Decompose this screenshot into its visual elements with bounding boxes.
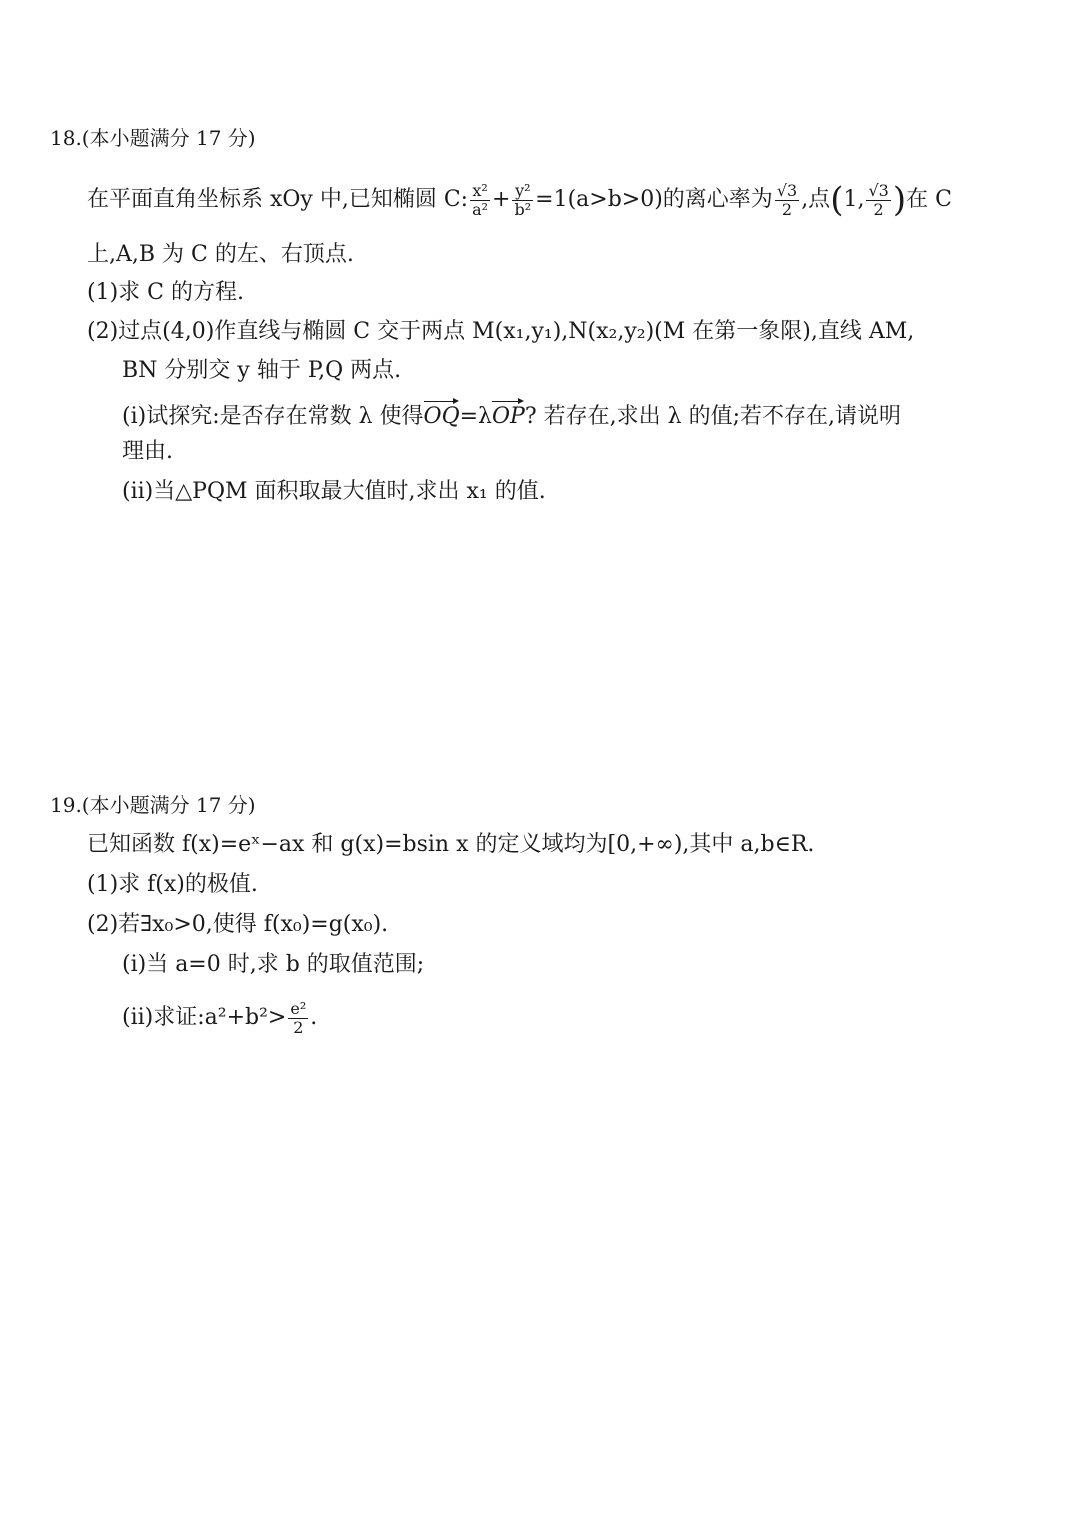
q19-sub-2-period: . <box>310 1005 318 1030</box>
q18-intro <box>87 180 952 220</box>
q18-intro-text-a: 在平面直角坐标系 xOy 中,已知椭圆 C: <box>87 187 469 212</box>
frac-x-numerator: x² <box>470 183 490 201</box>
frac-y2-over-b2 <box>512 180 533 219</box>
q18-sub-1-text-b: ? 若存在,求出 λ 的值;若不存在,请说明 <box>524 404 901 429</box>
point-x: 1, <box>843 187 865 212</box>
plus-sign: + <box>492 187 511 212</box>
q18-sub-1-cont: 理由. <box>122 439 173 464</box>
q19-sub-1: (ⅰ)当 a=0 时,求 b 的取值范围; <box>122 952 425 977</box>
frac-point-y <box>866 180 890 219</box>
q19-intro: 已知函数 f(x)=eˣ−ax 和 g(x)=bsin x 的定义域均为[0,+∞),其中 a,b∈R. <box>87 832 815 857</box>
q18-part-1: (1)求 C 的方程. <box>87 280 244 305</box>
frac-x-denominator: a² <box>472 199 489 219</box>
eccentricity-denominator: 2 <box>781 199 793 219</box>
point-y-numerator: √3 <box>868 180 889 200</box>
frac-x2-over-a2 <box>470 180 490 219</box>
q19-sub-2-text: (ⅱ)求证:a²+b²> <box>122 1005 287 1030</box>
q18-part-2: (2)过点(4,0)作直线与椭圆 C 交于两点 M(x₁,y₁),N(x₂,y₂)(M 在第一象限),直线 AM, <box>87 319 915 344</box>
vector-op: OP <box>492 396 525 432</box>
q18-sub-1 <box>122 396 901 432</box>
q18-intro-text-d: 在 C <box>906 187 952 212</box>
frac-e2-over-2 <box>288 998 308 1037</box>
eccentricity-numerator: √3 <box>776 180 798 200</box>
q18-header: 18.(本小题满分 17 分) <box>50 126 256 150</box>
frac-e-numerator: e² <box>290 998 307 1018</box>
vector-oq: OQ <box>424 396 460 432</box>
q18-intro-text-b: =1(a>b>0)的离心率为 <box>535 187 773 212</box>
q19-part-1: (1)求 f(x)的极值. <box>87 872 258 897</box>
q18-part-2-cont: BN 分别交 y 轴于 P,Q 两点. <box>122 358 402 383</box>
q18-sub-2: (ⅱ)当△PQM 面积取最大值时,求出 x₁ 的值. <box>122 479 546 504</box>
point-y-denominator: 2 <box>873 199 884 219</box>
frac-y-denominator: b² <box>514 199 532 219</box>
q18-intro-text-c: ,点 <box>801 187 831 212</box>
equals-lambda: =λ <box>459 404 493 429</box>
q19-header: 19.(本小题满分 17 分) <box>50 793 256 817</box>
point-left-paren: ( <box>830 180 844 220</box>
frac-y-numerator: y² <box>512 183 533 201</box>
frac-e-denominator: 2 <box>293 1017 304 1037</box>
q18-sub-1-text-a: (ⅰ)试探究:是否存在常数 λ 使得 <box>122 404 424 429</box>
q19-sub-2 <box>122 998 317 1038</box>
frac-eccentricity <box>775 180 799 219</box>
q19-part-2: (2)若∃x₀>0,使得 f(x₀)=g(x₀). <box>87 912 389 937</box>
point-right-paren: ) <box>892 180 907 220</box>
q18-line-2: 上,A,B 为 C 的左、右顶点. <box>87 242 354 267</box>
